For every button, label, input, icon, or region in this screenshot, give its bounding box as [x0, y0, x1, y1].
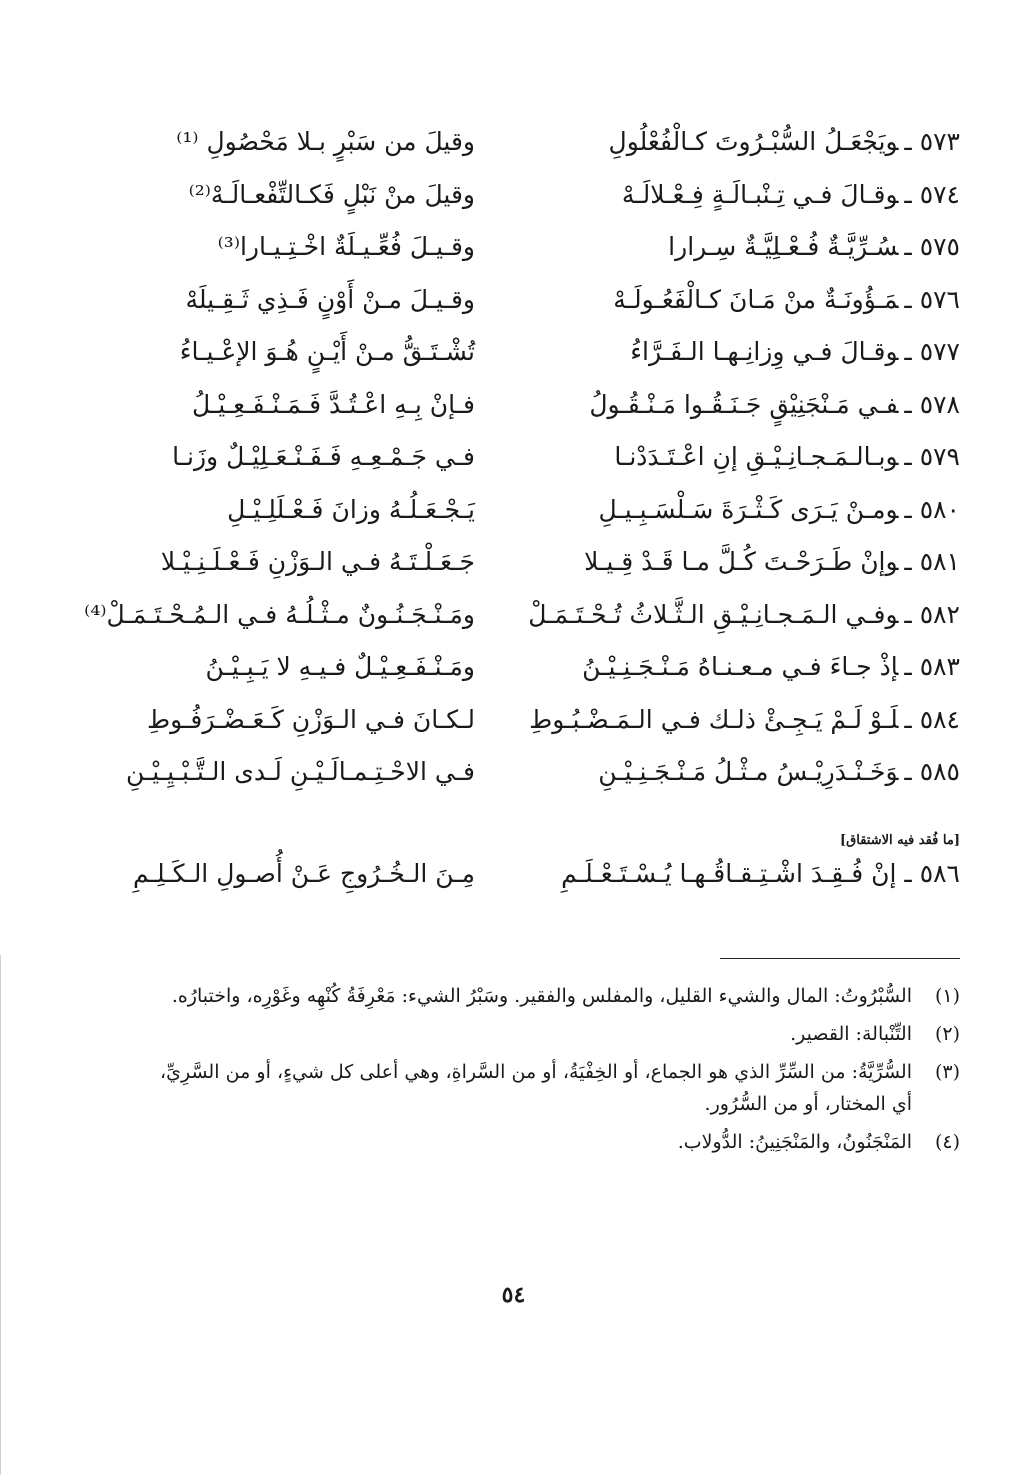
verse-text: ويَجْعَـلُ السُّبْـرُوتَ كـالْفُعْلُولِ — [608, 127, 899, 156]
verse-second-hemistich: وقيلَ منْ نَبْلٍ فَكـالتِّفْعـالَـهْ⁽²⁾ — [188, 179, 475, 209]
verse-second-hemistich: فـي جَـمْـعِـهِ فَـفَـنْـعَـلِيْـلٌ وزَنـا — [172, 442, 475, 471]
verse-text: وقـالَ فـي تِـنْبـالَـةٍ فِـعْـلالَـهْ — [621, 179, 899, 209]
verse-first-hemistich — [540, 385, 960, 425]
verse-row — [140, 700, 960, 753]
verse-row — [125, 752, 960, 805]
verse-text: إذْ جـاءَ فـي مـعـنـاهُ مَـنْـجَـنِـيْـنُ — [582, 652, 899, 681]
verse-number: ٥٨٦ ـ — [904, 859, 960, 888]
verse-first-hemistich — [540, 122, 960, 162]
verse-text: سُـرِّيَّـةٌ فُـعْـلِيَّـةٌ سِـرارا — [668, 232, 899, 261]
verse-row — [140, 122, 960, 175]
verse-first-hemistich — [540, 437, 960, 477]
verse-list — [84, 122, 960, 805]
footnote-number: (٤) — [934, 1131, 960, 1153]
verse-row — [140, 542, 960, 595]
verse-number: ٥٧٦ ـ — [904, 284, 960, 314]
verse-row — [140, 332, 960, 385]
footnote-text: المَنْجَنُونُ، والمَنْجَنِينُ: الدُّولاب. — [677, 1131, 912, 1153]
footnote-text: التِّنْبالة: القصير. — [790, 1023, 912, 1045]
verse-row — [140, 175, 960, 228]
verse-first-hemistich — [540, 854, 960, 894]
verse-number: ٥٨٤ ـ — [904, 704, 960, 734]
footnote — [160, 1018, 960, 1050]
verse-number: ٥٨١ ـ — [904, 547, 960, 576]
scan-margin-line — [0, 955, 1, 1475]
verse-first-hemistich — [540, 175, 960, 215]
verse-second-hemistich: ومَـنْـجَـنُـونٌ مـثْـلُـهُ فـي الـمُـحْـتَـمَـلْ⁽⁴⁾ — [84, 599, 475, 629]
verse-number: ٥٨٥ ـ — [904, 757, 960, 786]
verse-row — [140, 647, 960, 700]
verse-text: وبـالـمَـجـانِـيْـقِ إنِ اعْـتَـدَدْنـا — [614, 442, 899, 471]
verse-first-hemistich — [529, 700, 960, 740]
verse-text: وَخَـنْـدَرِيْـسُ مـثْـلُ مَـنْـجَـنِـيْـنِ — [598, 757, 899, 786]
verse-second-hemistich: يَـجْـعَـلُـهُ وزانَ فَـعْـلَلِـيْـلِ — [227, 494, 475, 524]
verse-first-hemistich — [540, 752, 960, 792]
verse-second-hemistich: ومَـنْـفَـعِـيْـلٌ فـيـهِ لا يَـبِـيْـنُ — [205, 652, 475, 681]
verse-second-hemistich: فـإنْ بِـهِ اعْـتُـدَّ فَـمَـنْـفَـعِـيْـلُ — [191, 389, 475, 419]
verse-row — [140, 437, 960, 490]
verse-first-hemistich — [540, 227, 960, 267]
verse-number: ٥٨٣ ـ — [904, 652, 960, 681]
verse-row — [140, 490, 960, 543]
verse-number: ٥٧٧ ـ — [904, 337, 960, 366]
verse-text: وقـالَ فـي وِزانِـهـا الـفَـرَّاءُ — [630, 337, 899, 366]
verse-second-hemistich: فـي الاحْـتِـمـالَـيْـنِ لَـدى الـتَّـبْـيِـيْـنِ — [125, 757, 475, 786]
verse-second-hemistich: تُشْـتَـقُّ مـنْ أَيْـنٍ هُـوَ الإعْـيـاءُ — [179, 337, 475, 366]
verse-number: ٥٧٩ ـ — [904, 442, 960, 471]
verse-first-hemistich — [540, 647, 960, 687]
verse-text: وإنْ طَـرَحْـتَ كُـلَّ مـا قَـدْ قِـيـلا — [584, 547, 899, 576]
verse-text: إنْ فُـقِـدَ اشْـتِـقـاقُـهـا يُـسْـتَـعْـلَـمِ — [561, 859, 897, 888]
verse-number: ٥٧٥ ـ — [904, 232, 960, 261]
footnote-text: السُّبْرُوتُ: المال والشيء القليل، والمفلس والفقير. وسَبْرُ الشيء: مَعْرِفَةُ كُنْهِه وغَوْرِه، واختبارُه. — [171, 985, 912, 1007]
verse-number: ٥٧٨ ـ — [904, 389, 960, 419]
verse-number: ٥٨٢ ـ — [904, 599, 960, 629]
verse-text: ومـنْ يَـرَى كَـثْـرَةَ سَـلْسَـبِـيـلِ — [598, 494, 899, 524]
verse-second-hemistich: لـكـانَ فـي الـوَزْنِ كَـعَـضْـرَفُـوطِ — [147, 704, 475, 734]
footnote — [160, 980, 960, 1012]
footnote — [160, 1056, 960, 1120]
verse-text: لَـوْ لَـمْ يَـجِـئْ ذلـك فـي الـمَـضْـبُـوطِ — [529, 704, 899, 734]
footnotes — [160, 980, 960, 1164]
footnote-number: (١) — [934, 985, 960, 1007]
verse-row — [140, 280, 960, 333]
verse-row — [140, 227, 960, 280]
verse-number: ٥٨٠ ـ — [904, 494, 960, 524]
verse-first-hemistich — [540, 332, 960, 372]
verse-second-hemistich: وقـيـلَ فُعِّـيـلَةٌ اخْـتِـيـارا⁽³⁾ — [217, 232, 475, 261]
verse-first-hemistich — [540, 542, 960, 582]
verse-text: وفـي الـمَـجـانِـيْـقِ الـثَّـلاثُ تُـحْـتَـمَـلْ — [528, 599, 899, 629]
verse-second-hemistich: مِـنَ الـخُـرُوجِ عَـنْ أُصـولِ الـكَـلِـمِ — [133, 859, 475, 888]
footnote-divider — [720, 958, 960, 959]
verse-text: فـي مَـنْجَنِيْقٍ جَـنَـقُـوا مَـنْـقُـولُ — [589, 389, 899, 419]
verse-row — [133, 854, 960, 904]
footnote-text: السُّرِّيَّةُ: من السِّرِّ الذي هو الجماع، أو الخِفْيَةُ، أو من السَّراةِ، وهي أعلى كل شيءٍ، أو من السَّرِيِّ، أي المختار، أو من السُّرُور. — [160, 1061, 912, 1115]
verse-second-hemistich: جَـعَـلْـتَـهُ فـي الـوَزْنِ فَـعْـلَـنِـيْـلا — [160, 547, 475, 576]
page-number: ٥٤ — [501, 1282, 526, 1308]
footnote-number: (٢) — [934, 1023, 960, 1045]
verse-row — [140, 385, 960, 438]
footnote — [160, 1126, 960, 1158]
verse-text: مَـؤُونَـةٌ منْ مَـانَ كـالْفَعُـولَـهْ — [613, 284, 899, 314]
verse-second-hemistich: وقيلَ من سَبْرٍ بـلا مَحْصُولِ ⁽¹⁾ — [176, 127, 475, 156]
footnote-number: (٣) — [934, 1061, 960, 1083]
verse-row — [84, 595, 960, 648]
verse-first-hemistich — [540, 280, 960, 320]
verse-first-hemistich — [528, 595, 960, 635]
verse-second-hemistich: وقـيـلَ مـنْ أَوْنٍ فَـذِي ثَـقِـيلَهْ — [185, 284, 475, 314]
verse-number: ٥٧٣ ـ — [904, 127, 960, 156]
section-heading: [ما فُقد فيه الاشتقاق] — [840, 833, 960, 848]
verse-first-hemistich — [540, 490, 960, 530]
verse-number: ٥٧٤ ـ — [904, 179, 960, 209]
